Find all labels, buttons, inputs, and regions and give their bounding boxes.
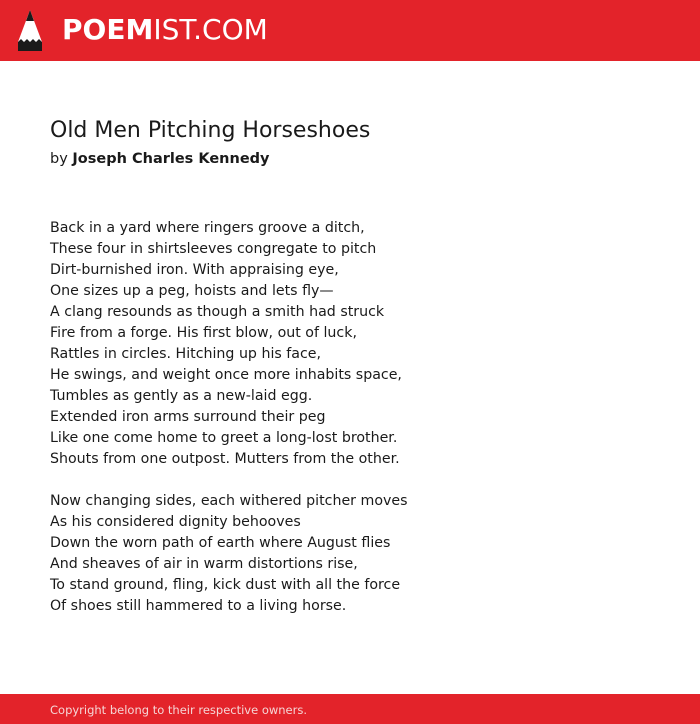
poem-line: Shouts from one outpost. Mutters from the other. — [50, 451, 400, 467]
by-label: by — [50, 151, 68, 167]
site-header — [0, 0, 700, 61]
logo-text-bold: POEM — [62, 13, 154, 46]
poem-line: One sizes up a peg, hoists and lets fly— — [50, 283, 334, 299]
poem-line: Tumbles as gently as a new-laid egg. — [50, 388, 313, 404]
poem-line: And sheaves of air in warm distortions rise, — [50, 556, 358, 572]
pencil-tip-icon[interactable] — [17, 9, 43, 52]
poem-line: Fire from a forge. His first blow, out of luck, — [50, 325, 357, 341]
poem-line: He swings, and weight once more inhabits space, — [50, 367, 402, 383]
logo-text-light: IST.COM — [153, 13, 268, 46]
copyright-notice: Copyright belong to their respective owners. — [50, 703, 308, 717]
poem-line: Down the worn path of earth where August flies — [50, 535, 391, 551]
poem-line: Back in a yard where ringers groove a ditch, — [50, 220, 365, 236]
poem-line: A clang resounds as though a smith had struck — [50, 304, 385, 320]
poem-line: These four in shirtsleeves congregate to pitch — [50, 241, 377, 257]
poem-line: Dirt-burnished iron. With appraising eye, — [50, 262, 339, 278]
poem-line: To stand ground, fling, kick dust with all the force — [50, 577, 401, 593]
poem-line: Like one come home to greet a long-lost brother. — [50, 430, 398, 446]
poem-line: Extended iron arms surround their peg — [50, 409, 326, 425]
poem-line: As his considered dignity behooves — [50, 514, 301, 530]
site-logo[interactable] — [62, 13, 268, 47]
stanza — [50, 491, 610, 617]
byline — [50, 148, 270, 170]
poem-line: Of shoes still hammered to a living horse. — [50, 598, 347, 614]
site-footer — [0, 694, 700, 724]
poem-line: Now changing sides, each withered pitcher moves — [50, 493, 408, 509]
poem-line: Rattles in circles. Hitching up his face, — [50, 346, 322, 362]
author-name: Joseph Charles Kennedy — [72, 151, 270, 167]
poem-title: Old Men Pitching Horseshoes — [50, 118, 371, 143]
stanza — [50, 218, 610, 470]
poem-body — [50, 218, 610, 638]
